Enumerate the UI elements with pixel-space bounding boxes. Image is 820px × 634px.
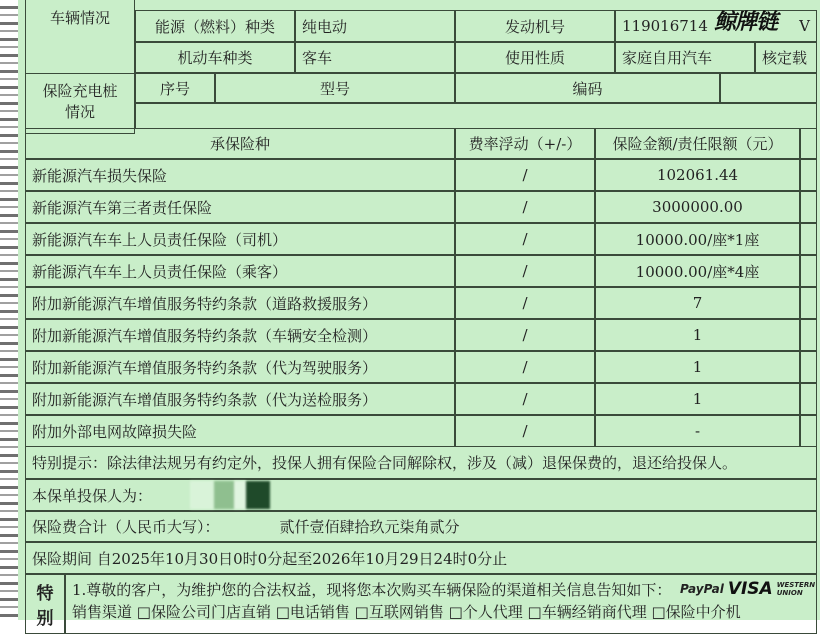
special-side-label: 特别 <box>25 574 65 634</box>
coverage-row-cell: 102061.44 <box>595 159 800 191</box>
coverage-row-cell: 7 <box>595 287 800 319</box>
charger-blank <box>720 73 817 103</box>
charger-section-label: 保险充电桩情况 <box>25 73 135 129</box>
coverage-row-cell <box>800 255 817 287</box>
coverage-row-cell: 附加新能源汽车增值服务特约条款（车辆安全检测） <box>25 319 455 351</box>
charger-seq: 序号 <box>135 73 215 103</box>
coverage-row-cell: 附加新能源汽车增值服务特约条款（道路救援服务） <box>25 287 455 319</box>
policy-holder: 本保单投保人为： <box>25 479 817 511</box>
energy-label: 能源（燃料）种类 <box>135 10 295 42</box>
notice-line-2: 销售渠道 □保险公司门店直销 □电话销售 □互联网销售 □个人代理 □车辆经销商代理 □保险中介机 <box>72 603 741 621</box>
use-value: 家庭自用汽车 <box>615 42 755 73</box>
vehicle-section-label: 车辆情况 <box>25 0 135 134</box>
coverage-row-cell <box>800 159 817 191</box>
seats-label: 核定载 <box>755 42 817 73</box>
charger-row <box>135 103 817 129</box>
western-union-logo: WESTERN UNION <box>776 581 816 597</box>
coverage-row-cell: 新能源汽车第三者责任保险 <box>25 191 455 223</box>
premium-label: 保险费合计（人民币大写）： <box>32 518 220 536</box>
coverage-row-cell: / <box>455 319 595 351</box>
coverage-row-cell: 10000.00/座*1座 <box>595 223 800 255</box>
coverage-row-cell <box>800 223 817 255</box>
coverage-row-cell <box>800 191 817 223</box>
coverage-row-cell: / <box>455 191 595 223</box>
type-label: 机动车种类 <box>135 42 295 73</box>
energy-value: 纯电动 <box>295 10 455 42</box>
coverage-row-cell <box>800 287 817 319</box>
coverage-row-cell: 1 <box>595 319 800 351</box>
engine-label: 发动机号 <box>455 10 615 42</box>
coverage-row-cell: / <box>455 287 595 319</box>
coverage-row-cell: / <box>455 223 595 255</box>
scan-edge <box>0 0 18 620</box>
coverage-row-cell <box>800 415 817 447</box>
coverage-row-cell: / <box>455 383 595 415</box>
notice-line-1: 1.尊敬的客户，为维护您的合法权益，现将您本次购买车辆保险的渠道相关信息告知如下： <box>72 581 672 599</box>
coverage-header-cell: 保险金额/责任限额（元） <box>595 128 800 159</box>
coverage-row-cell: 10000.00/座*4座 <box>595 255 800 287</box>
coverage-row-cell: 1 <box>595 351 800 383</box>
payment-logos <box>680 579 816 599</box>
coverage-header-cell <box>800 128 817 159</box>
coverage-row-cell <box>800 351 817 383</box>
coverage-row-cell <box>800 383 817 415</box>
special-notice: 特别提示：除法律法规另有约定外，投保人拥有保险合同解除权，涉及（减）退保保费的，退还给投保人。 <box>25 446 817 479</box>
insurance-policy <box>18 0 820 629</box>
paypal-logo: PayPal <box>680 582 724 596</box>
coverage-row-cell: 附加外部电网故障损失险 <box>25 415 455 447</box>
coverage-row-cell: - <box>595 415 800 447</box>
coverage-row-cell: / <box>455 159 595 191</box>
type-value: 客车 <box>295 42 455 73</box>
charger-model: 型号 <box>215 73 455 103</box>
coverage-row-cell: 附加新能源汽车增值服务特约条款（代为送检服务） <box>25 383 455 415</box>
coverage-header-cell: 费率浮动（+/-） <box>455 128 595 159</box>
coverage-row-cell <box>800 319 817 351</box>
redacted-name <box>190 481 270 509</box>
engine-suffix: V <box>799 17 810 35</box>
coverage-row-cell: 附加新能源汽车增值服务特约条款（代为驾驶服务） <box>25 351 455 383</box>
visa-logo: VISA <box>727 579 773 599</box>
use-label: 使用性质 <box>455 42 615 73</box>
coverage-row-cell: / <box>455 255 595 287</box>
insurance-period: 保险期间 自2025年10月30日0时0分起至2026年10月29日24时0分止 <box>25 542 817 574</box>
premium-value: 贰仟壹佰肆拾玖元柒角贰分 <box>279 518 460 536</box>
coverage-row-cell: 新能源汽车损失保险 <box>25 159 455 191</box>
coverage-row-cell: 3000000.00 <box>595 191 800 223</box>
watermark-logo: 鲸牌链 <box>714 10 778 35</box>
coverage-row-cell: 新能源汽车车上人员责任保险（乘客） <box>25 255 455 287</box>
coverage-header-cell: 承保险种 <box>25 128 455 159</box>
coverage-row-cell: 新能源汽车车上人员责任保险（司机） <box>25 223 455 255</box>
engine-number: 119016714 <box>622 17 708 35</box>
premium-total <box>25 511 817 542</box>
coverage-row-cell: / <box>455 351 595 383</box>
coverage-row-cell: 1 <box>595 383 800 415</box>
charger-code: 编码 <box>455 73 720 103</box>
coverage-row-cell: / <box>455 415 595 447</box>
